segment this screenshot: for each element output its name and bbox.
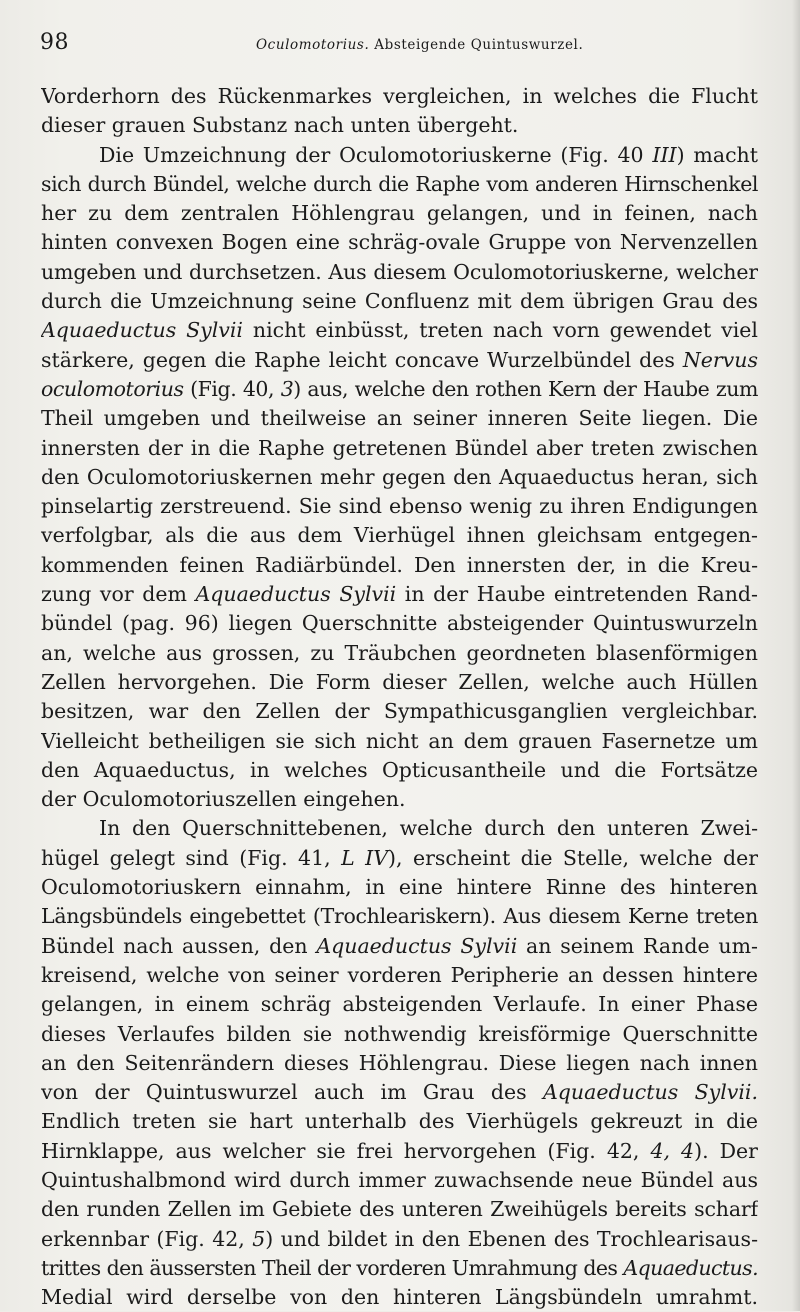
text-span: in der Haube eintretenden Rand- (396, 582, 758, 607)
text-line (41, 316, 758, 345)
text-line (41, 170, 758, 199)
text-line (41, 1107, 758, 1136)
text-line (41, 1166, 758, 1195)
text-span: hinten convexen Bogen eine schräg-ovale Gruppe von Nervenzellen (41, 230, 758, 255)
text-line (41, 492, 758, 521)
text-span: Vielleicht betheiligen sie sich nicht an dem grauen Fasernetze um (41, 728, 758, 753)
text-line (41, 961, 758, 990)
text-line (41, 785, 758, 814)
text-line (41, 375, 758, 404)
text-line (41, 1137, 758, 1166)
text-span: pinselartig zerstreuend. Sie sind ebenso wenig zu ihren Endigungen (41, 494, 758, 519)
text-span: Medial wird derselbe von den hinteren Längsbündeln umrahmt. (41, 1285, 758, 1310)
text-span: Theil umgeben und theilweise an seiner inneren Seite liegen. Die (41, 406, 758, 431)
text-line (41, 727, 758, 756)
text-span: ), erscheint die Stelle, welche der (388, 845, 758, 870)
text-line (41, 814, 758, 843)
text-span: an seinem Rande um- (517, 933, 758, 958)
text-line (41, 228, 758, 257)
text-line (41, 902, 758, 931)
text-span: In den Querschnittebenen, welche durch den unteren Zwei- (99, 816, 758, 841)
text-line (41, 1195, 758, 1224)
text-span: ) und bildet in den Ebenen des Trochlearisaus- (265, 1226, 758, 1251)
text-line (41, 82, 758, 111)
text-line (41, 551, 758, 580)
text-span: besitzen, war den Zellen der Sympathicusganglien vergleichbar. (41, 699, 758, 724)
text-line (41, 258, 758, 287)
italic-span: Aquaeductus Sylvii. (542, 1080, 758, 1105)
italic-span: III (652, 142, 677, 167)
text-line (41, 844, 758, 873)
text-line (41, 199, 758, 228)
text-line (41, 346, 758, 375)
text-span: Bündel nach aussen, den (41, 933, 317, 958)
text-line (41, 932, 758, 961)
text-span: innersten der in die Raphe getretenen Bündel aber treten zwischen (41, 435, 758, 460)
text-span: Zellen hervorgehen. Die Form dieser Zellen, welche auch Hüllen (41, 669, 758, 694)
text-span: Quintushalbmond wird durch immer zuwachsende neue Bündel aus (41, 1167, 758, 1192)
italic-span: Aquaeductus Sylvii (316, 933, 518, 958)
text-line (41, 463, 758, 492)
text-span: den Aquaeductus, in welches Opticusantheile und die Fortsätze (41, 757, 758, 782)
text-line (41, 580, 758, 609)
text-line (41, 1020, 758, 1049)
text-span: hügel gelegt sind (Fig. 41, (41, 845, 342, 870)
text-line (41, 1283, 758, 1312)
page-edge-shadow (792, 0, 800, 1311)
text-line (41, 434, 758, 463)
text-span: stärkere, gegen die Raphe leicht concave Wurzelbündel des (41, 347, 683, 372)
text-span: Vorderhorn des Rückenmarkes vergleichen, in welches die Flucht (41, 84, 758, 108)
text-span: dieses Verlaufes bilden sie nothwendig kreisförmige Querschnitte (41, 1021, 758, 1046)
text-span: kreisend, welche von seiner vorderen Peripherie an dessen hintere (41, 962, 758, 987)
text-span: zung vor dem (41, 582, 196, 607)
text-span: der Oculomotoriuszellen eingehen. (41, 787, 406, 812)
italic-span: L IV (341, 845, 389, 870)
page-number: 98 (40, 30, 69, 55)
text-span: ) aus, welche den rothen Kern der Haube zum (293, 376, 758, 401)
text-span: sich durch Bündel, welche durch die Raphe vom anderen Hirnschenkel (41, 171, 758, 196)
text-span: nicht einbüsst, treten nach vorn gewendet viel (243, 318, 758, 343)
text-span: trittes den äussersten Theil der vorderen Umrahmung des (41, 1255, 624, 1280)
italic-span: 3 (280, 376, 294, 401)
text-span: Endlich treten sie hart unterhalb des Vierhügels gekreuzt in die (41, 1109, 758, 1134)
text-span: Längsbündels eingebettet (Trochleariskern). Aus diesem Kerne treten (41, 904, 758, 929)
text-span: den Oculomotoriuskernen mehr gegen den Aquaeductus heran, sich (41, 464, 758, 489)
text-line (41, 287, 758, 316)
text-span: an den Seitenrändern dieses Höhlengrau. Diese liegen nach innen (41, 1050, 758, 1075)
running-title-rest: Absteigende Quintuswurzel. (369, 37, 584, 53)
text-span: von der Quintuswurzel auch im Grau des (41, 1080, 543, 1105)
italic-span: 4, 4 (650, 1138, 695, 1163)
text-span: her zu dem zentralen Höhlengrau gelangen, und in feinen, nach (41, 201, 758, 226)
text-line (41, 1049, 758, 1078)
text-line (41, 1254, 758, 1283)
text-line (41, 668, 758, 697)
italic-span: Nervus (682, 347, 758, 372)
text-span: kommenden feinen Radiärbündel. Den innersten der, in die Kreu- (41, 552, 758, 577)
text-line (41, 639, 758, 668)
italic-span: Aquaeductus Sylvii (41, 318, 243, 343)
text-line (41, 141, 758, 170)
italic-span: oculomotorius (41, 376, 184, 401)
text-line (41, 521, 758, 550)
body-text (41, 82, 758, 1312)
running-head (40, 30, 760, 60)
text-line (41, 873, 758, 902)
text-span: verfolgbar, als die aus dem Vierhügel ihnen gleichsam entgegen- (41, 523, 758, 548)
text-span: ). Der (694, 1138, 758, 1163)
text-span: gelangen, in einem schräg absteigenden Verlaufe. In einer Phase (41, 992, 758, 1017)
text-span: durch die Umzeichnung seine Confluenz mit dem übrigen Grau des (41, 289, 758, 314)
text-span: ) macht (676, 142, 758, 167)
text-span: bündel (pag. 96) liegen Querschnitte absteigender Quintuswurzeln (41, 611, 758, 636)
text-line (41, 1225, 758, 1254)
text-span: an, welche aus grossen, zu Träubchen geordneten blasenförmigen (41, 640, 758, 665)
running-title (256, 37, 583, 53)
text-line (41, 756, 758, 785)
text-line (41, 404, 758, 433)
text-span: Die Umzeichnung der Oculomotoriuskerne (Fig. 40 (99, 142, 653, 167)
text-line (41, 1078, 758, 1107)
italic-span: Aquaeductus Sylvii (195, 582, 397, 607)
text-span: (Fig. 40, (183, 376, 281, 401)
text-line (41, 111, 758, 140)
running-title-italic: Oculomotorius. (256, 37, 370, 53)
text-line (41, 609, 758, 638)
text-span: den runden Zellen im Gebiete des unteren Zweihügels bereits scharf (41, 1197, 758, 1222)
text-span: umgeben und durchsetzen. Aus diesem Oculomotoriuskerne, welcher (41, 259, 758, 284)
text-line (41, 990, 758, 1019)
text-span: Oculomotoriuskern einnahm, in eine hintere Rinne des hinteren (41, 875, 758, 900)
italic-span: Aquaeductus. (623, 1255, 758, 1280)
text-line (41, 697, 758, 726)
italic-span: 5 (252, 1226, 266, 1251)
text-span: erkennbar (Fig. 42, (41, 1226, 253, 1251)
text-span: Hirnklappe, aus welcher sie frei hervorgehen (Fig. 42, (41, 1138, 651, 1163)
text-span: dieser grauen Substanz nach unten übergeht. (41, 113, 519, 138)
